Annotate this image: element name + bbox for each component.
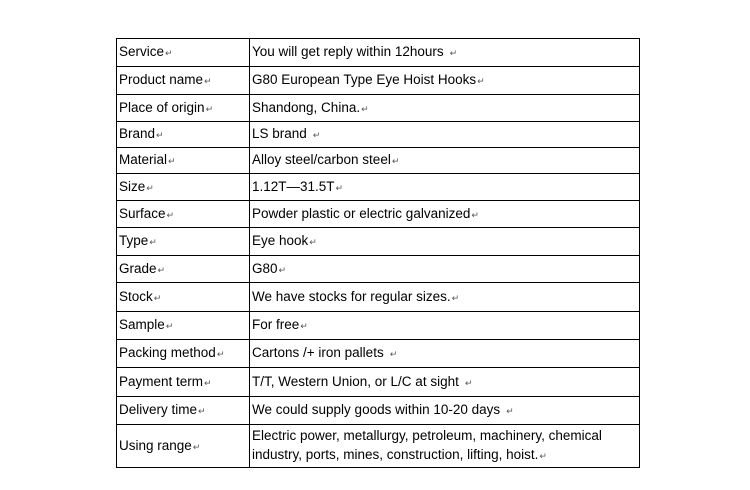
row-label: Delivery time [119,402,198,417]
row-label-cell [117,201,250,228]
table-row [117,95,640,122]
paragraph-mark-icon: ↵ [506,406,514,416]
table-row [117,201,640,228]
row-label-cell [117,425,250,468]
paragraph-mark-icon: ↵ [149,237,157,247]
row-value: You will get reply within 12hours [252,44,444,59]
paragraph-mark-icon: ↵ [204,76,212,86]
paragraph-mark-icon: ↵ [539,451,547,461]
row-value-cell [250,368,640,397]
paragraph-mark-icon: ↵ [389,349,398,359]
paragraph-mark-icon: ↵ [451,292,460,303]
spec-table [116,38,640,468]
row-label: Surface [119,205,166,221]
paragraph-mark-icon: ↵ [477,76,485,86]
paragraph-mark-icon: ↵ [168,156,176,166]
row-value-cell [250,174,640,201]
row-value-cell [250,340,640,368]
row-value-cell [250,95,640,122]
table-row [117,397,640,425]
row-value-cell [250,397,640,425]
row-value: We have stocks for regular sizes. [252,288,451,304]
row-value: Shandong, China. [252,99,361,115]
paragraph-mark-icon: ↵ [471,209,479,220]
row-label: Stock [119,288,153,304]
row-value: Electric power, metallurgy, petroleum, machinery, chemical industry, ports, mines, construction, lifting, hoist. [252,428,602,462]
row-label-cell [117,174,250,201]
table-row [117,256,640,283]
row-value: 1.12T—31.5T [252,178,335,194]
row-label-cell [117,39,250,67]
table-row [117,340,640,368]
row-label: Grade [119,260,157,276]
row-value-cell [250,201,640,228]
row-value-cell [250,39,640,67]
row-label-cell [117,312,250,340]
paragraph-mark-icon: ↵ [198,406,206,416]
row-label: Sample [119,317,165,332]
paragraph-mark-icon: ↵ [165,321,174,331]
row-label: Brand [119,126,156,141]
row-value: Eye hook [252,233,309,248]
row-label-cell [117,340,250,368]
table-row [117,368,640,397]
row-label-cell [117,122,250,148]
paragraph-mark-icon: ↵ [146,182,154,193]
row-label: Type [119,233,149,248]
paragraph-mark-icon: ↵ [156,130,164,140]
row-value: We could supply goods within 10-20 days [252,402,501,417]
table-row [117,174,640,201]
paragraph-mark-icon: ↵ [153,292,162,303]
row-label-cell [117,148,250,174]
paragraph-mark-icon: ↵ [391,156,400,166]
row-value: Cartons /+ iron pallets [252,345,384,360]
paragraph-mark-icon: ↵ [166,209,175,220]
row-label-cell [117,95,250,122]
table-row [117,283,640,312]
table-row [117,312,640,340]
row-label-cell [117,397,250,425]
table-row [117,67,640,95]
row-label: Packing method [119,345,216,360]
paragraph-mark-icon: ↵ [205,103,214,114]
row-value-cell [250,148,640,174]
row-value: T/T, Western Union, or L/C at sight [252,373,459,389]
row-value-cell [250,67,640,95]
row-value-cell [250,425,640,468]
row-value-cell [250,122,640,148]
paragraph-mark-icon: ↵ [165,48,173,58]
table-row [117,425,640,468]
paragraph-mark-icon: ↵ [361,103,369,114]
row-label: Payment term [119,373,204,389]
row-label-cell [117,228,250,256]
row-label-cell [117,67,250,95]
row-value-cell [250,312,640,340]
row-value: Powder plastic or electric galvanized [252,205,471,221]
paragraph-mark-icon: ↵ [278,264,287,275]
row-value: For free [252,317,300,332]
paragraph-mark-icon: ↵ [157,264,166,275]
paragraph-mark-icon: ↵ [192,441,201,452]
paragraph-mark-icon: ↵ [312,130,321,140]
row-value: G80 [252,260,278,276]
row-value: Alloy steel/carbon steel [252,152,391,167]
row-label-cell [117,368,250,397]
row-label: Place of origin [119,99,205,115]
row-value-cell [250,228,640,256]
row-label: Material [119,152,168,167]
table-row [117,39,640,67]
paragraph-mark-icon: ↵ [300,321,308,331]
row-label-cell [117,256,250,283]
row-label: Size [119,178,146,194]
table-row [117,148,640,174]
table-row [117,122,640,148]
paragraph-mark-icon: ↵ [464,377,473,388]
paragraph-mark-icon: ↵ [449,48,458,58]
row-value-cell [250,283,640,312]
paragraph-mark-icon: ↵ [204,377,212,388]
row-value: LS brand [252,126,307,141]
table-row [117,228,640,256]
paragraph-mark-icon: ↵ [335,182,344,193]
row-label: Product name [119,72,204,87]
row-label: Service [119,44,165,59]
paragraph-mark-icon: ↵ [309,237,317,247]
row-value-cell [250,256,640,283]
row-label: Using range [119,437,192,453]
row-label-cell [117,283,250,312]
paragraph-mark-icon: ↵ [216,349,225,359]
row-value: G80 European Type Eye Hoist Hooks [252,72,477,87]
